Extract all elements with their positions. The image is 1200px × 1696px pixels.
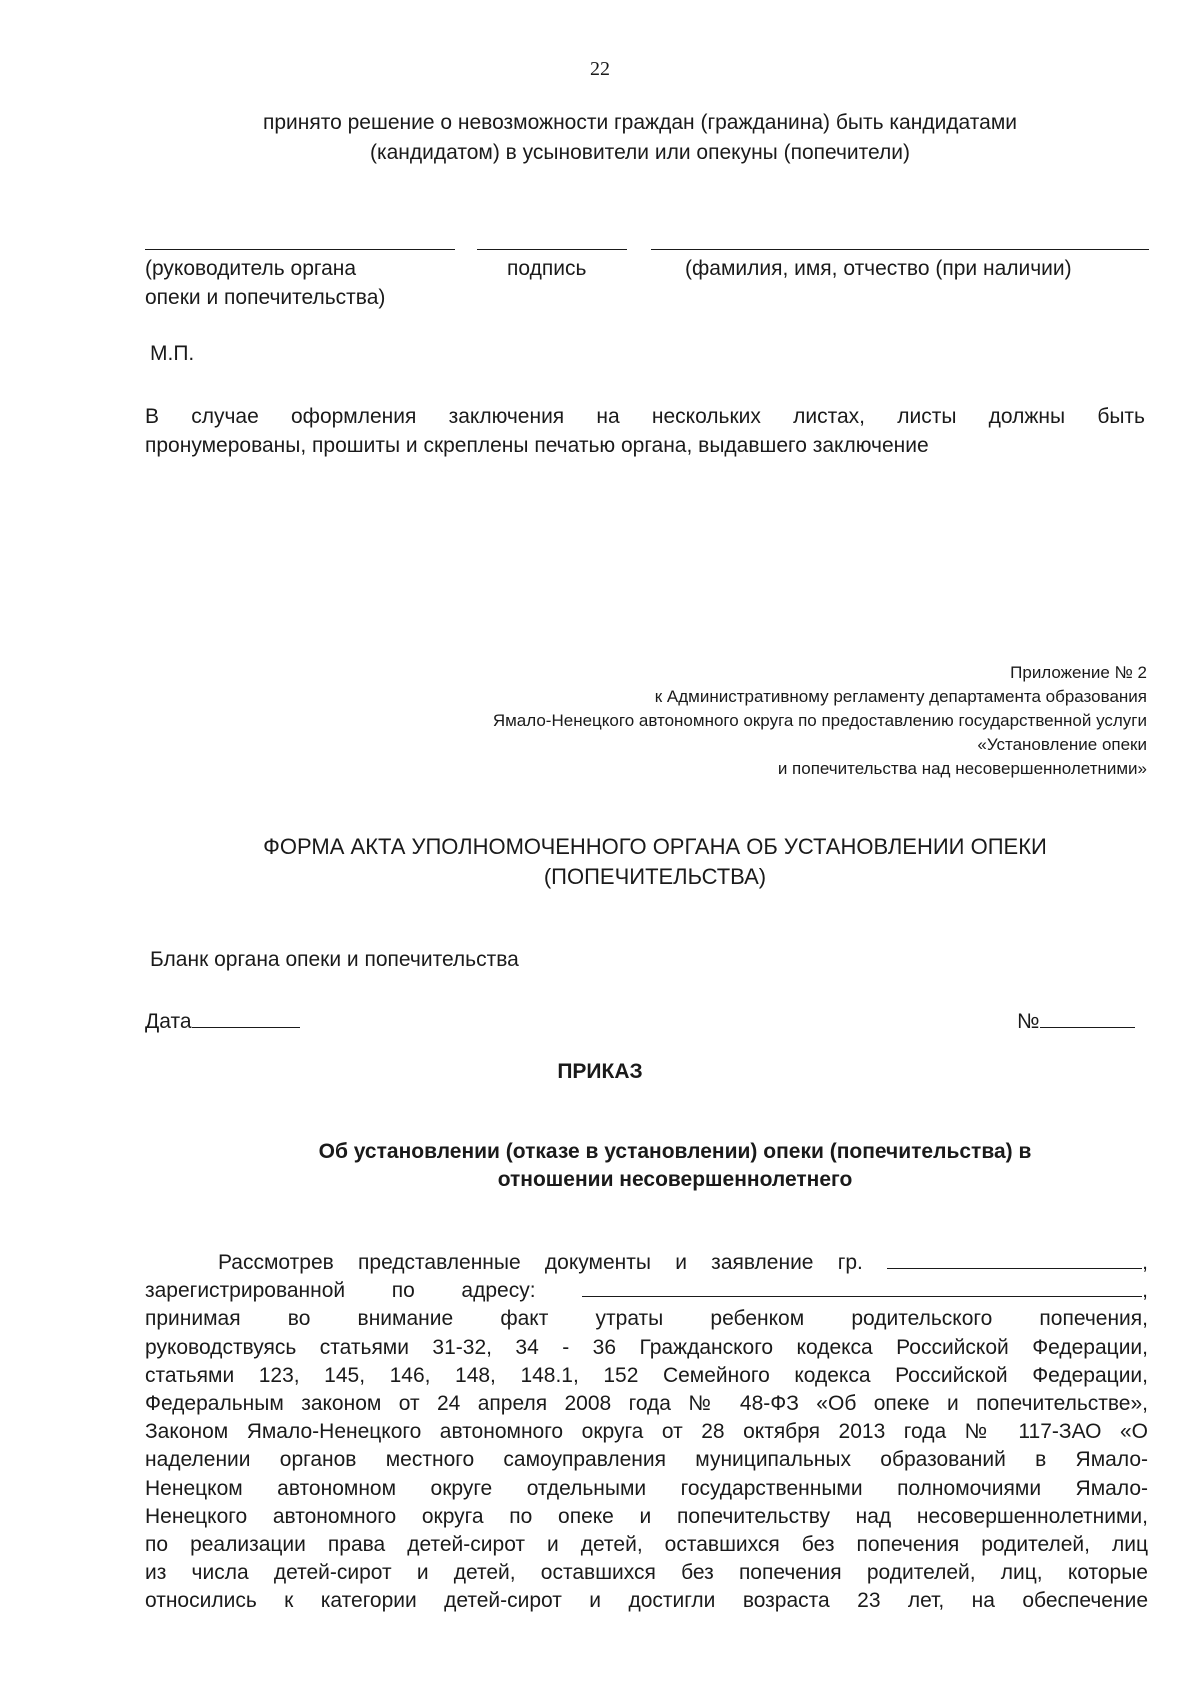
body-line: Ненецкого автономного округа по опеке и попечительству над несовершеннолетними, xyxy=(145,1504,1148,1528)
page-number: 22 xyxy=(590,58,610,80)
body-line: Ненецком автономном округе отдельными государственными полномочиями Ямало- xyxy=(145,1476,1148,1500)
applicant-name-blank xyxy=(887,1249,1142,1269)
body-line-text: зарегистрированной по адресу: xyxy=(145,1279,536,1303)
body-line: относились к категории детей-сирот и достигли возраста 23 лет, на обеспечение xyxy=(145,1589,1148,1613)
signature-line xyxy=(477,249,627,250)
body-line: руководствуясь статьями 31-32, 34 - 36 Гражданского кодекса Российской Федерации, xyxy=(145,1335,1148,1359)
decision-line: принято решение о невозможности граждан (гражданина) быть кандидатами xyxy=(262,111,1018,134)
body-line: принимая во внимание факт утраты ребенком родительского попечения, xyxy=(145,1307,1148,1331)
note-line: В случае оформления заключения на нескольких листах, листы должны быть xyxy=(145,405,1145,428)
body-line: зарегистрированной по адресу: , xyxy=(145,1279,1148,1303)
decision-text xyxy=(130,108,1150,168)
order-body xyxy=(145,1249,1148,1616)
number-blank-line xyxy=(1040,1007,1135,1028)
note-paragraph xyxy=(145,402,1145,460)
blank-label: Бланк органа опеки и попечительства xyxy=(150,948,519,971)
seal-label: М.П. xyxy=(150,342,195,365)
appendix-line: Приложение № 2 xyxy=(1010,663,1147,682)
address-blank xyxy=(582,1277,1142,1297)
body-line: Федеральным законом от 24 апреля 2008 года № 48-ФЗ «Об опеке и попечительстве», xyxy=(145,1392,1148,1416)
date-blank-line xyxy=(192,1007,300,1028)
body-line: наделении органов местного самоуправления муниципальных образований в Ямало- xyxy=(145,1448,1148,1472)
body-line-text: Рассмотрев представленные документы и заявление гр. xyxy=(218,1251,863,1274)
appendix-line: «Установление опеки xyxy=(977,735,1147,754)
body-line: Законом Ямало-Ненецкого автономного округа от 28 октября 2013 года № 117-ЗАО «О xyxy=(145,1420,1148,1444)
order-subject xyxy=(225,1138,1125,1194)
form-title xyxy=(145,832,1165,892)
head-signature-line xyxy=(145,249,455,250)
signature-label: подпись xyxy=(507,257,587,280)
full-name-label: (фамилия, имя, отчество (при наличии) xyxy=(685,257,1072,280)
number-label: № xyxy=(1017,1010,1040,1033)
head-label xyxy=(145,254,385,312)
body-line: Рассмотрев представленные документы и заявление гр. , xyxy=(218,1251,1148,1274)
note-line: пронумерованы, прошиты и скреплены печатью органа, выдавшего заключение xyxy=(145,434,929,457)
body-line: по реализации права детей-сирот и детей, оставшихся без попечения родителей, лиц xyxy=(145,1533,1148,1557)
form-title-line: (ПОПЕЧИТЕЛЬСТВА) xyxy=(543,864,767,889)
appendix-line: Ямало-Ненецкого автономного округа по предоставлению государственной услуги xyxy=(492,711,1147,730)
appendix-line: и попечительства над несовершеннолетними» xyxy=(777,759,1147,778)
order-subject-line: отношении несовершеннолетнего xyxy=(497,1168,853,1191)
form-title-line: ФОРМА АКТА УПОЛНОМОЧЕННОГО ОРГАНА ОБ УСТАНОВЛЕНИИ ОПЕКИ xyxy=(263,834,1047,859)
head-label-line: опеки и попечительства) xyxy=(145,286,386,309)
date-label: Дата xyxy=(145,1010,192,1033)
body-line: из числа детей-сирот и детей, оставшихся без попечения родителей, лиц, которые xyxy=(145,1561,1148,1585)
date-field xyxy=(145,1007,300,1034)
appendix-line: к Административному регламенту департамента образования xyxy=(654,687,1147,706)
appendix-header xyxy=(300,661,1147,781)
order-subject-line: Об установлении (отказе в установлении) опеки (попечительства) в xyxy=(318,1140,1032,1163)
body-line: статьями 123, 145, 146, 148, 148.1, 152 Семейного кодекса Российской Федерации, xyxy=(145,1363,1148,1387)
number-field xyxy=(1017,1007,1135,1034)
head-label-line: (руководитель органа xyxy=(145,257,357,280)
full-name-line xyxy=(651,249,1149,250)
order-title: ПРИКАЗ xyxy=(557,1060,643,1083)
decision-line: (кандидатом) в усыновители или опекуны (попечители) xyxy=(369,141,911,164)
